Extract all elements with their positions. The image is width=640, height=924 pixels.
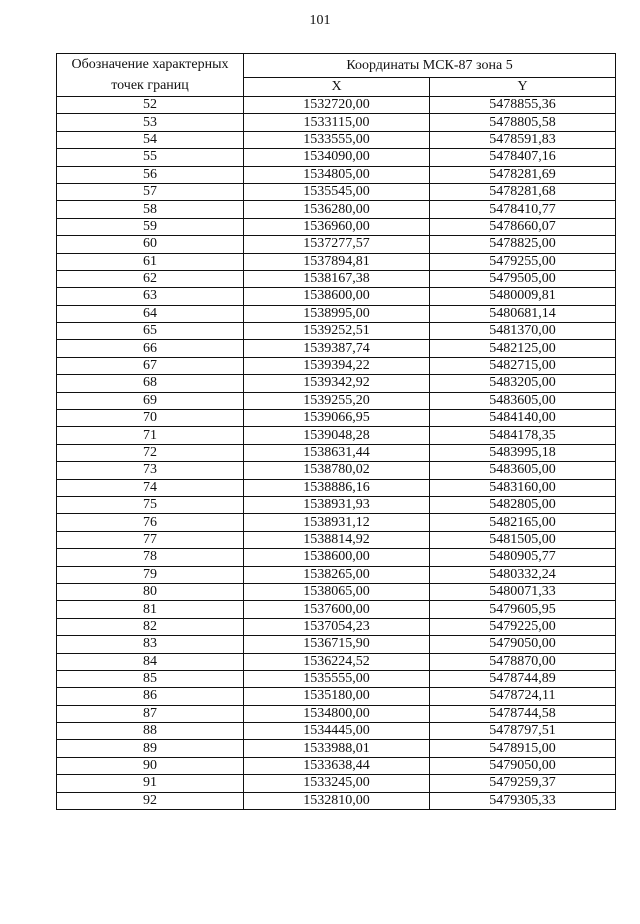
- header-coordinates: Координаты МСК-87 зона 5: [244, 54, 616, 78]
- y-coordinate-cell: 5478281,68: [430, 183, 616, 200]
- y-coordinate-cell: 5478407,16: [430, 149, 616, 166]
- point-number-cell: 58: [57, 201, 244, 218]
- y-coordinate-cell: 5479050,00: [430, 757, 616, 774]
- x-coordinate-cell: 1538931,12: [244, 514, 430, 531]
- table-row: [57, 583, 616, 600]
- y-coordinate-cell: 5482715,00: [430, 357, 616, 374]
- point-number-cell: 72: [57, 444, 244, 461]
- table-row: [57, 705, 616, 722]
- point-number-cell: 59: [57, 218, 244, 235]
- page-number: 101: [309, 13, 331, 28]
- table-row: [57, 531, 616, 548]
- table-row: [57, 618, 616, 635]
- table-row: [57, 479, 616, 496]
- point-number-cell: 80: [57, 583, 244, 600]
- y-coordinate-cell: 5478855,36: [430, 97, 616, 114]
- x-coordinate-cell: 1538600,00: [244, 288, 430, 305]
- table-row: [57, 792, 616, 809]
- table-row: [57, 392, 616, 409]
- y-coordinate-cell: 5478797,51: [430, 723, 616, 740]
- table-row: [57, 740, 616, 757]
- point-number-cell: 78: [57, 549, 244, 566]
- point-number-cell: 83: [57, 636, 244, 653]
- header-x: X: [244, 78, 430, 97]
- table-row: [57, 410, 616, 427]
- x-coordinate-cell: 1539066,95: [244, 410, 430, 427]
- x-coordinate-cell: 1535180,00: [244, 688, 430, 705]
- point-number-cell: 87: [57, 705, 244, 722]
- table-row: [57, 288, 616, 305]
- x-coordinate-cell: 1533555,00: [244, 131, 430, 148]
- point-number-cell: 82: [57, 618, 244, 635]
- point-number-cell: 63: [57, 288, 244, 305]
- point-number-cell: 56: [57, 166, 244, 183]
- table-row: [57, 601, 616, 618]
- table-row: [57, 270, 616, 287]
- y-coordinate-cell: 5479225,00: [430, 618, 616, 635]
- y-coordinate-cell: 5478744,58: [430, 705, 616, 722]
- x-coordinate-cell: 1538065,00: [244, 583, 430, 600]
- y-coordinate-cell: 5478915,00: [430, 740, 616, 757]
- x-coordinate-cell: 1532810,00: [244, 792, 430, 809]
- table-row: [57, 462, 616, 479]
- y-coordinate-cell: 5480009,81: [430, 288, 616, 305]
- y-coordinate-cell: 5482125,00: [430, 340, 616, 357]
- x-coordinate-cell: 1539048,28: [244, 427, 430, 444]
- y-coordinate-cell: 5482805,00: [430, 496, 616, 513]
- y-coordinate-cell: 5478870,00: [430, 653, 616, 670]
- table-row: [57, 253, 616, 270]
- point-number-cell: 73: [57, 462, 244, 479]
- point-number-cell: 70: [57, 410, 244, 427]
- y-coordinate-cell: 5479259,37: [430, 775, 616, 792]
- table-row: [57, 444, 616, 461]
- table-row: [57, 236, 616, 253]
- table-row: [57, 375, 616, 392]
- y-coordinate-cell: 5479255,00: [430, 253, 616, 270]
- x-coordinate-cell: 1538814,92: [244, 531, 430, 548]
- y-coordinate-cell: 5478744,89: [430, 670, 616, 687]
- y-coordinate-cell: 5483605,00: [430, 392, 616, 409]
- point-number-cell: 65: [57, 323, 244, 340]
- x-coordinate-cell: 1534090,00: [244, 149, 430, 166]
- point-number-cell: 52: [57, 97, 244, 114]
- x-coordinate-cell: 1537054,23: [244, 618, 430, 635]
- x-coordinate-cell: 1538931,93: [244, 496, 430, 513]
- y-coordinate-cell: 5480332,24: [430, 566, 616, 583]
- header-y: Y: [430, 78, 616, 97]
- y-coordinate-cell: 5483995,18: [430, 444, 616, 461]
- point-number-cell: 53: [57, 114, 244, 131]
- x-coordinate-cell: 1539255,20: [244, 392, 430, 409]
- table-row: [57, 670, 616, 687]
- y-coordinate-cell: 5478825,00: [430, 236, 616, 253]
- table-row: [57, 636, 616, 653]
- y-coordinate-cell: 5480071,33: [430, 583, 616, 600]
- point-number-cell: 84: [57, 653, 244, 670]
- table-row: [57, 149, 616, 166]
- table-row: [57, 775, 616, 792]
- y-coordinate-cell: 5484140,00: [430, 410, 616, 427]
- x-coordinate-cell: 1538886,16: [244, 479, 430, 496]
- point-number-cell: 61: [57, 253, 244, 270]
- x-coordinate-cell: 1539252,51: [244, 323, 430, 340]
- y-coordinate-cell: 5478281,69: [430, 166, 616, 183]
- y-coordinate-cell: 5481370,00: [430, 323, 616, 340]
- table-row: [57, 166, 616, 183]
- header-point-designation: Обозначение характерных точек границ: [57, 54, 244, 97]
- table-row: [57, 496, 616, 513]
- x-coordinate-cell: 1539387,74: [244, 340, 430, 357]
- y-coordinate-cell: 5479605,95: [430, 601, 616, 618]
- x-coordinate-cell: 1538780,02: [244, 462, 430, 479]
- x-coordinate-cell: 1535545,00: [244, 183, 430, 200]
- point-number-cell: 89: [57, 740, 244, 757]
- coordinates-table: [56, 53, 616, 810]
- x-coordinate-cell: 1536715,90: [244, 636, 430, 653]
- y-coordinate-cell: 5479305,33: [430, 792, 616, 809]
- point-number-cell: 77: [57, 531, 244, 548]
- point-number-cell: 75: [57, 496, 244, 513]
- y-coordinate-cell: 5483160,00: [430, 479, 616, 496]
- table-row: [57, 427, 616, 444]
- table-row: [57, 723, 616, 740]
- point-number-cell: 88: [57, 723, 244, 740]
- x-coordinate-cell: 1538600,00: [244, 549, 430, 566]
- x-coordinate-cell: 1537277,57: [244, 236, 430, 253]
- table-row: [57, 549, 616, 566]
- point-number-cell: 71: [57, 427, 244, 444]
- table-body: [57, 97, 616, 810]
- point-number-cell: 76: [57, 514, 244, 531]
- x-coordinate-cell: 1537600,00: [244, 601, 430, 618]
- table-row: [57, 201, 616, 218]
- table-row: [57, 97, 616, 114]
- table-row: [57, 323, 616, 340]
- x-coordinate-cell: 1534800,00: [244, 705, 430, 722]
- table-row: [57, 131, 616, 148]
- point-number-cell: 64: [57, 305, 244, 322]
- y-coordinate-cell: 5479505,00: [430, 270, 616, 287]
- y-coordinate-cell: 5478660,07: [430, 218, 616, 235]
- x-coordinate-cell: 1539342,92: [244, 375, 430, 392]
- y-coordinate-cell: 5478591,83: [430, 131, 616, 148]
- point-number-cell: 55: [57, 149, 244, 166]
- point-number-cell: 86: [57, 688, 244, 705]
- point-number-cell: 74: [57, 479, 244, 496]
- y-coordinate-cell: 5478805,58: [430, 114, 616, 131]
- table-row: [57, 757, 616, 774]
- point-number-cell: 62: [57, 270, 244, 287]
- x-coordinate-cell: 1536224,52: [244, 653, 430, 670]
- x-coordinate-cell: 1534445,00: [244, 723, 430, 740]
- point-number-cell: 91: [57, 775, 244, 792]
- y-coordinate-cell: 5478410,77: [430, 201, 616, 218]
- y-coordinate-cell: 5484178,35: [430, 427, 616, 444]
- x-coordinate-cell: 1533638,44: [244, 757, 430, 774]
- point-number-cell: 67: [57, 357, 244, 374]
- point-number-cell: 60: [57, 236, 244, 253]
- x-coordinate-cell: 1534805,00: [244, 166, 430, 183]
- point-number-cell: 90: [57, 757, 244, 774]
- point-number-cell: 54: [57, 131, 244, 148]
- y-coordinate-cell: 5480905,77: [430, 549, 616, 566]
- table-row: [57, 357, 616, 374]
- x-coordinate-cell: 1533115,00: [244, 114, 430, 131]
- x-coordinate-cell: 1532720,00: [244, 97, 430, 114]
- table-row: [57, 183, 616, 200]
- table-row: [57, 688, 616, 705]
- y-coordinate-cell: 5480681,14: [430, 305, 616, 322]
- x-coordinate-cell: 1533245,00: [244, 775, 430, 792]
- table-row: [57, 305, 616, 322]
- point-number-cell: 79: [57, 566, 244, 583]
- y-coordinate-cell: 5482165,00: [430, 514, 616, 531]
- x-coordinate-cell: 1538995,00: [244, 305, 430, 322]
- x-coordinate-cell: 1533988,01: [244, 740, 430, 757]
- point-number-cell: 85: [57, 670, 244, 687]
- table-row: [57, 653, 616, 670]
- x-coordinate-cell: 1537894,81: [244, 253, 430, 270]
- x-coordinate-cell: 1536280,00: [244, 201, 430, 218]
- x-coordinate-cell: 1539394,22: [244, 357, 430, 374]
- point-number-cell: 81: [57, 601, 244, 618]
- table-row: [57, 218, 616, 235]
- x-coordinate-cell: 1536960,00: [244, 218, 430, 235]
- y-coordinate-cell: 5483605,00: [430, 462, 616, 479]
- table-row: [57, 566, 616, 583]
- x-coordinate-cell: 1538631,44: [244, 444, 430, 461]
- y-coordinate-cell: 5483205,00: [430, 375, 616, 392]
- y-coordinate-cell: 5481505,00: [430, 531, 616, 548]
- point-number-cell: 69: [57, 392, 244, 409]
- point-number-cell: 68: [57, 375, 244, 392]
- table-row: [57, 114, 616, 131]
- table-row: [57, 340, 616, 357]
- point-number-cell: 66: [57, 340, 244, 357]
- x-coordinate-cell: 1538265,00: [244, 566, 430, 583]
- point-number-cell: 57: [57, 183, 244, 200]
- y-coordinate-cell: 5478724,11: [430, 688, 616, 705]
- x-coordinate-cell: 1535555,00: [244, 670, 430, 687]
- table-row: [57, 514, 616, 531]
- x-coordinate-cell: 1538167,38: [244, 270, 430, 287]
- point-number-cell: 92: [57, 792, 244, 809]
- y-coordinate-cell: 5479050,00: [430, 636, 616, 653]
